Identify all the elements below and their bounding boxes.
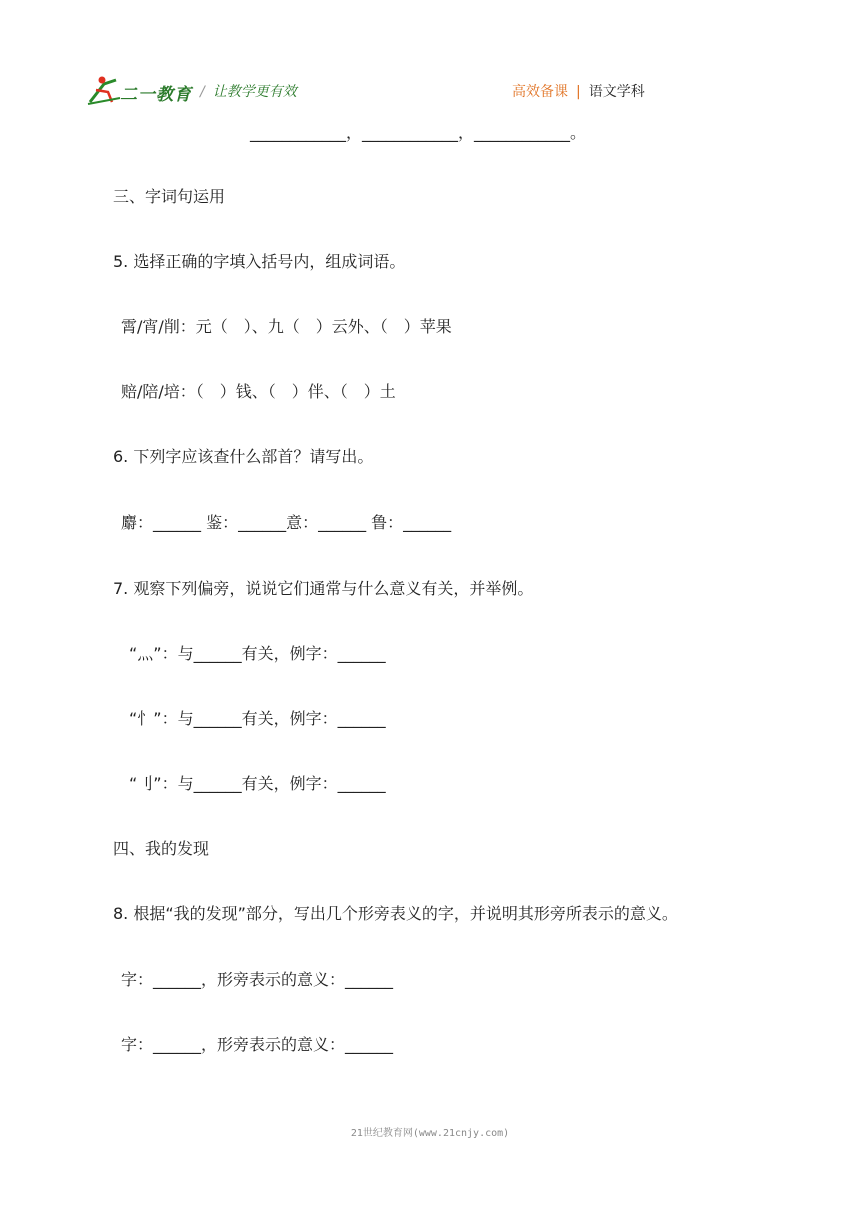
question-5-item-a: 霄/宵/削：元（ ）、九（ ）云外、（ ）苹果 <box>121 317 452 336</box>
page-footer: 21世纪教育网(www.21cnjy.com) <box>350 1128 510 1139</box>
question-7-item-a: “灬”：与______有关，例字：______ <box>129 644 386 663</box>
question-8-item-b: 字：______，形旁表示的意义：______ <box>121 1035 394 1054</box>
blank-row: ____________，____________，____________。 <box>250 123 587 142</box>
question-5-item-b: 赔/陪/培：（ ）钱、（ ）伴、（ ）土 <box>121 382 396 401</box>
question-7: 7. 观察下列偏旁，说说它们通常与什么意义有关，并举例。 <box>113 579 534 598</box>
question-6: 6. 下列字应该查什么部首？请写出。 <box>113 447 374 466</box>
question-5: 5. 选择正确的字填入括号内，组成词语。 <box>113 252 406 271</box>
brand-name: 二一教育 <box>120 85 192 105</box>
question-7-item-c: “刂”：与______有关，例字：______ <box>129 774 386 793</box>
question-8-item-a: 字：______，形旁表示的意义：______ <box>121 970 394 989</box>
section-title-3: 三、字词句运用 <box>113 187 226 206</box>
question-6-item: 麝：______ 鉴：______意：______ 鲁：______ <box>121 513 452 532</box>
header-separator: | <box>576 84 581 100</box>
header-subject: 语文学科 <box>588 84 645 100</box>
header-right <box>512 81 645 101</box>
slogan-text: 让教学更有效 <box>212 84 297 100</box>
question-7-item-b: “忄”：与______有关，例字：______ <box>129 709 386 728</box>
slogan <box>200 81 297 101</box>
slogan-separator: / <box>200 84 205 100</box>
header-highlight: 高效备课 <box>512 84 568 100</box>
question-8: 8. 根据“我的发现”部分，写出几个形旁表义的字，并说明其形旁所表示的意义。 <box>113 904 678 923</box>
section-title-4: 四、我的发现 <box>113 839 210 858</box>
